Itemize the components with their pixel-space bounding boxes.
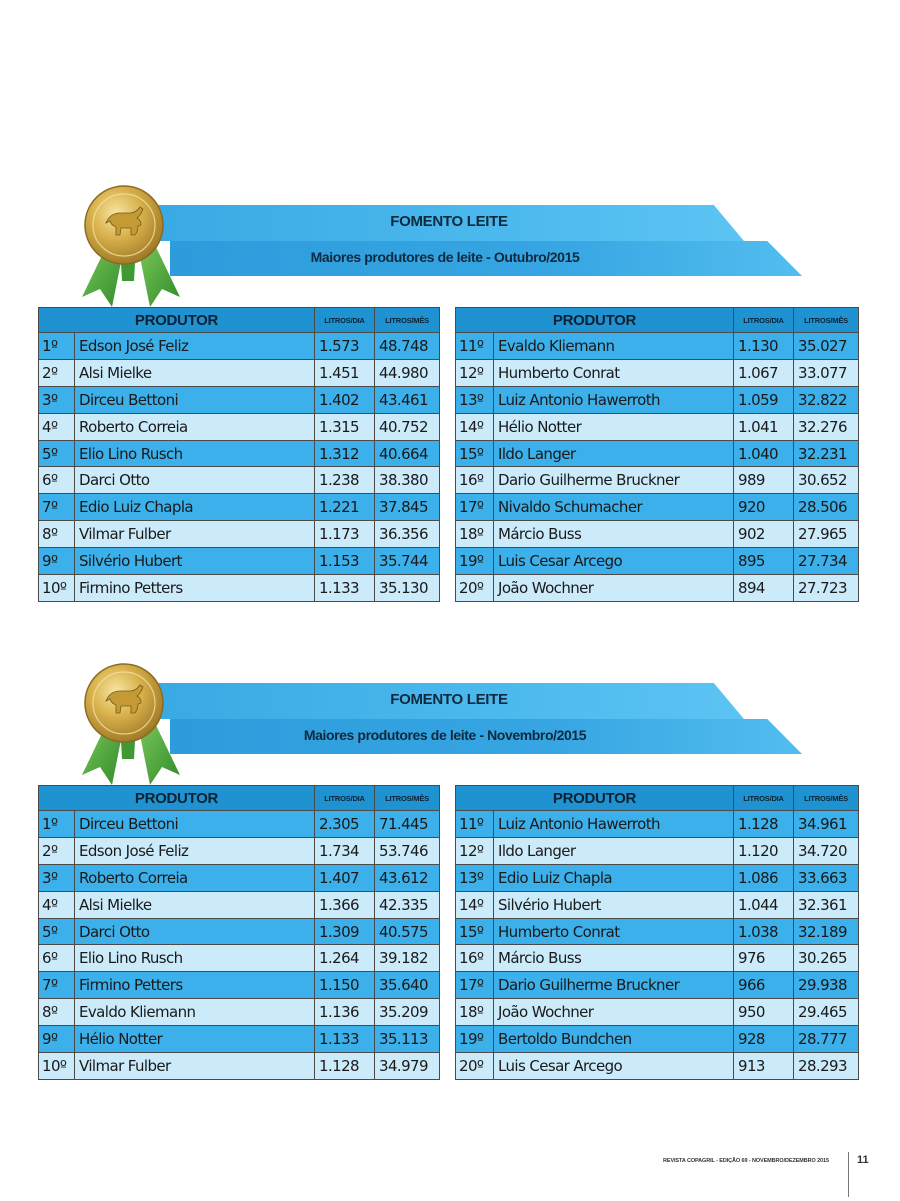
liters-per-day: 1.264 xyxy=(315,945,375,972)
liters-per-month: 53.746 xyxy=(375,837,440,864)
producer-name: Ildo Langer xyxy=(494,440,734,467)
gold-medal-cow-icon xyxy=(76,185,186,311)
liters-per-day: 950 xyxy=(734,999,794,1026)
liters-per-day: 1.573 xyxy=(315,333,375,360)
rank-position: 2º xyxy=(39,837,75,864)
liters-per-month: 35.744 xyxy=(375,548,440,575)
header-liters-month: LITROS/MÊS xyxy=(794,308,859,333)
table-row xyxy=(39,440,440,467)
rank-position: 6º xyxy=(39,945,75,972)
liters-per-month: 28.293 xyxy=(794,1053,859,1080)
table-row xyxy=(456,837,859,864)
liters-per-month: 27.965 xyxy=(794,521,859,548)
liters-per-month: 36.356 xyxy=(375,521,440,548)
ranking-section-november xyxy=(0,663,900,1083)
liters-per-day: 1.128 xyxy=(315,1053,375,1080)
producer-name: Edio Luiz Chapla xyxy=(75,494,315,521)
liters-per-month: 40.575 xyxy=(375,918,440,945)
liters-per-day: 894 xyxy=(734,575,794,602)
liters-per-day: 1.059 xyxy=(734,386,794,413)
rank-position: 20º xyxy=(456,1053,494,1080)
liters-per-month: 71.445 xyxy=(375,811,440,838)
liters-per-month: 43.612 xyxy=(375,864,440,891)
producer-name: Vilmar Fulber xyxy=(75,1053,315,1080)
table-row xyxy=(456,467,859,494)
producer-name: Alsi Mielke xyxy=(75,359,315,386)
liters-per-day: 895 xyxy=(734,548,794,575)
producer-name: Nivaldo Schumacher xyxy=(494,494,734,521)
table-row xyxy=(456,864,859,891)
liters-per-day: 1.315 xyxy=(315,413,375,440)
rank-position: 15º xyxy=(456,440,494,467)
liters-per-month: 32.276 xyxy=(794,413,859,440)
rank-position: 19º xyxy=(456,548,494,575)
liters-per-day: 1.120 xyxy=(734,837,794,864)
rank-position: 11º xyxy=(456,333,494,360)
producer-name: Evaldo Kliemann xyxy=(494,333,734,360)
producer-name: Silvério Hubert xyxy=(494,891,734,918)
liters-per-day: 1.451 xyxy=(315,359,375,386)
header-liters-month: LITROS/MÊS xyxy=(375,308,440,333)
header-producer: PRODUTOR xyxy=(456,786,734,811)
liters-per-month: 29.465 xyxy=(794,999,859,1026)
liters-per-month: 29.938 xyxy=(794,972,859,999)
rank-position: 10º xyxy=(39,1053,75,1080)
table-row xyxy=(456,575,859,602)
liters-per-day: 1.133 xyxy=(315,575,375,602)
rank-position: 2º xyxy=(39,359,75,386)
header-producer: PRODUTOR xyxy=(456,308,734,333)
liters-per-day: 928 xyxy=(734,1026,794,1053)
liters-per-day: 1.150 xyxy=(315,972,375,999)
producer-name: Roberto Correia xyxy=(75,413,315,440)
table-row xyxy=(39,333,440,360)
header-producer: PRODUTOR xyxy=(39,786,315,811)
liters-per-month: 30.265 xyxy=(794,945,859,972)
liters-per-day: 1.366 xyxy=(315,891,375,918)
table-row xyxy=(39,1053,440,1080)
producer-name: Márcio Buss xyxy=(494,945,734,972)
liters-per-month: 27.723 xyxy=(794,575,859,602)
producer-name: Alsi Mielke xyxy=(75,891,315,918)
rank-position: 14º xyxy=(456,413,494,440)
table-row xyxy=(39,972,440,999)
liters-per-month: 27.734 xyxy=(794,548,859,575)
liters-per-month: 39.182 xyxy=(375,945,440,972)
table-row xyxy=(456,972,859,999)
liters-per-month: 32.231 xyxy=(794,440,859,467)
rank-position: 12º xyxy=(456,359,494,386)
liters-per-day: 1.133 xyxy=(315,1026,375,1053)
liters-per-day: 902 xyxy=(734,521,794,548)
table-row xyxy=(456,494,859,521)
producer-name: Vilmar Fulber xyxy=(75,521,315,548)
producer-name: Firmino Petters xyxy=(75,575,315,602)
rank-position: 18º xyxy=(456,521,494,548)
producer-name: Dirceu Bettoni xyxy=(75,386,315,413)
liters-per-day: 1.136 xyxy=(315,999,375,1026)
liters-per-month: 34.979 xyxy=(375,1053,440,1080)
table-row xyxy=(39,891,440,918)
rank-position: 7º xyxy=(39,494,75,521)
ranking-table-left xyxy=(38,785,440,1080)
liters-per-month: 35.640 xyxy=(375,972,440,999)
table-row xyxy=(456,386,859,413)
table-row xyxy=(456,811,859,838)
table-row xyxy=(39,494,440,521)
liters-per-month: 30.652 xyxy=(794,467,859,494)
header-liters-day: LITROS/DIA xyxy=(315,308,375,333)
table-row xyxy=(39,548,440,575)
footer-divider xyxy=(848,1152,849,1197)
liters-per-month: 37.845 xyxy=(375,494,440,521)
liters-per-month: 35.130 xyxy=(375,575,440,602)
rank-position: 3º xyxy=(39,386,75,413)
rank-position: 6º xyxy=(39,467,75,494)
liters-per-month: 28.777 xyxy=(794,1026,859,1053)
table-row xyxy=(456,1026,859,1053)
rank-position: 1º xyxy=(39,333,75,360)
liters-per-month: 32.189 xyxy=(794,918,859,945)
liters-per-day: 1.407 xyxy=(315,864,375,891)
liters-per-day: 1.238 xyxy=(315,467,375,494)
producer-name: Darci Otto xyxy=(75,918,315,945)
header-liters-month: LITROS/MÊS xyxy=(375,786,440,811)
producer-name: Edson José Feliz xyxy=(75,333,315,360)
liters-per-day: 976 xyxy=(734,945,794,972)
liters-per-month: 43.461 xyxy=(375,386,440,413)
rank-position: 13º xyxy=(456,864,494,891)
table-row xyxy=(456,1053,859,1080)
producer-name: Silvério Hubert xyxy=(75,548,315,575)
page-number: 11 xyxy=(857,1154,869,1166)
liters-per-month: 32.822 xyxy=(794,386,859,413)
producer-name: Dirceu Bettoni xyxy=(75,811,315,838)
rank-position: 10º xyxy=(39,575,75,602)
producer-name: Elio Lino Rusch xyxy=(75,440,315,467)
producer-name: Roberto Correia xyxy=(75,864,315,891)
producer-name: Dario Guilherme Bruckner xyxy=(494,467,734,494)
table-row xyxy=(456,891,859,918)
producer-name: Darci Otto xyxy=(75,467,315,494)
liters-per-day: 966 xyxy=(734,972,794,999)
rank-position: 18º xyxy=(456,999,494,1026)
table-row xyxy=(456,999,859,1026)
liters-per-month: 44.980 xyxy=(375,359,440,386)
liters-per-month: 35.113 xyxy=(375,1026,440,1053)
liters-per-day: 1.044 xyxy=(734,891,794,918)
liters-per-month: 35.027 xyxy=(794,333,859,360)
table-row xyxy=(39,918,440,945)
producer-name: João Wochner xyxy=(494,575,734,602)
producer-name: Hélio Notter xyxy=(494,413,734,440)
rank-position: 14º xyxy=(456,891,494,918)
table-row xyxy=(456,359,859,386)
producer-name: Elio Lino Rusch xyxy=(75,945,315,972)
liters-per-day: 1.038 xyxy=(734,918,794,945)
liters-per-month: 38.380 xyxy=(375,467,440,494)
banner-title: FOMENTO LEITE xyxy=(390,691,508,708)
rank-position: 7º xyxy=(39,972,75,999)
producer-name: João Wochner xyxy=(494,999,734,1026)
table-row xyxy=(39,999,440,1026)
liters-per-day: 989 xyxy=(734,467,794,494)
rank-position: 8º xyxy=(39,999,75,1026)
banner-subtitle: Maiores produtores de leite - Outubro/2015 xyxy=(310,249,580,265)
producer-name: Edson José Feliz xyxy=(75,837,315,864)
table-row xyxy=(39,386,440,413)
table-row xyxy=(456,333,859,360)
liters-per-day: 1.173 xyxy=(315,521,375,548)
banner-title: FOMENTO LEITE xyxy=(390,213,508,230)
liters-per-day: 920 xyxy=(734,494,794,521)
table-row xyxy=(456,413,859,440)
liters-per-day: 1.402 xyxy=(315,386,375,413)
header-liters-day: LITROS/DIA xyxy=(315,786,375,811)
liters-per-month: 35.209 xyxy=(375,999,440,1026)
gold-medal-cow-icon xyxy=(76,663,186,789)
table-row xyxy=(39,1026,440,1053)
producer-name: Dario Guilherme Bruckner xyxy=(494,972,734,999)
banner-subtitle: Maiores produtores de leite - Novembro/2015 xyxy=(303,727,587,743)
rank-position: 16º xyxy=(456,467,494,494)
liters-per-day: 1.153 xyxy=(315,548,375,575)
liters-per-month: 40.752 xyxy=(375,413,440,440)
producer-name: Edio Luiz Chapla xyxy=(494,864,734,891)
liters-per-day: 913 xyxy=(734,1053,794,1080)
liters-per-month: 34.720 xyxy=(794,837,859,864)
rank-position: 4º xyxy=(39,413,75,440)
rank-position: 1º xyxy=(39,811,75,838)
liters-per-day: 1.128 xyxy=(734,811,794,838)
producer-name: Humberto Conrat xyxy=(494,359,734,386)
liters-per-month: 28.506 xyxy=(794,494,859,521)
liters-per-month: 32.361 xyxy=(794,891,859,918)
rank-position: 13º xyxy=(456,386,494,413)
rank-position: 4º xyxy=(39,891,75,918)
rank-position: 17º xyxy=(456,972,494,999)
producer-name: Luis Cesar Arcego xyxy=(494,548,734,575)
producer-name: Bertoldo Bundchen xyxy=(494,1026,734,1053)
producer-name: Evaldo Kliemann xyxy=(75,999,315,1026)
liters-per-day: 1.734 xyxy=(315,837,375,864)
rank-position: 8º xyxy=(39,521,75,548)
ranking-table-right xyxy=(455,307,859,602)
producer-name: Luis Cesar Arcego xyxy=(494,1053,734,1080)
rank-position: 9º xyxy=(39,1026,75,1053)
header-liters-month: LITROS/MÊS xyxy=(794,786,859,811)
table-row xyxy=(456,945,859,972)
producer-name: Ildo Langer xyxy=(494,837,734,864)
liters-per-day: 1.312 xyxy=(315,440,375,467)
rank-position: 19º xyxy=(456,1026,494,1053)
liters-per-day: 1.041 xyxy=(734,413,794,440)
liters-per-month: 34.961 xyxy=(794,811,859,838)
liters-per-day: 1.086 xyxy=(734,864,794,891)
liters-per-month: 33.077 xyxy=(794,359,859,386)
footer-publication: REVISTA COPAGRIL - EDIÇÃO 69 - NOVEMBRO/DEZEMBRO 2015 xyxy=(663,1158,829,1164)
liters-per-day: 1.040 xyxy=(734,440,794,467)
liters-per-day: 1.067 xyxy=(734,359,794,386)
table-row xyxy=(39,359,440,386)
rank-position: 9º xyxy=(39,548,75,575)
liters-per-month: 33.663 xyxy=(794,864,859,891)
rank-position: 3º xyxy=(39,864,75,891)
producer-name: Luiz Antonio Hawerroth xyxy=(494,811,734,838)
ranking-table-right xyxy=(455,785,859,1080)
table-row xyxy=(39,521,440,548)
liters-per-day: 1.221 xyxy=(315,494,375,521)
rank-position: 12º xyxy=(456,837,494,864)
rank-position: 15º xyxy=(456,918,494,945)
rank-position: 17º xyxy=(456,494,494,521)
producer-name: Márcio Buss xyxy=(494,521,734,548)
header-liters-day: LITROS/DIA xyxy=(734,786,794,811)
rank-position: 5º xyxy=(39,440,75,467)
table-row xyxy=(39,864,440,891)
rank-position: 16º xyxy=(456,945,494,972)
liters-per-day: 2.305 xyxy=(315,811,375,838)
rank-position: 5º xyxy=(39,918,75,945)
table-row xyxy=(39,413,440,440)
liters-per-month: 42.335 xyxy=(375,891,440,918)
producer-name: Hélio Notter xyxy=(75,1026,315,1053)
liters-per-day: 1.130 xyxy=(734,333,794,360)
table-row xyxy=(39,945,440,972)
producer-name: Humberto Conrat xyxy=(494,918,734,945)
liters-per-month: 48.748 xyxy=(375,333,440,360)
table-row xyxy=(39,811,440,838)
liters-per-month: 40.664 xyxy=(375,440,440,467)
header-producer: PRODUTOR xyxy=(39,308,315,333)
ranking-table-left xyxy=(38,307,440,602)
table-row xyxy=(456,440,859,467)
table-row xyxy=(39,467,440,494)
table-row xyxy=(39,837,440,864)
table-row xyxy=(456,521,859,548)
table-row xyxy=(456,918,859,945)
ranking-section-october xyxy=(0,185,900,605)
table-row xyxy=(39,575,440,602)
producer-name: Firmino Petters xyxy=(75,972,315,999)
rank-position: 11º xyxy=(456,811,494,838)
rank-position: 20º xyxy=(456,575,494,602)
liters-per-day: 1.309 xyxy=(315,918,375,945)
table-row xyxy=(456,548,859,575)
producer-name: Luiz Antonio Hawerroth xyxy=(494,386,734,413)
header-liters-day: LITROS/DIA xyxy=(734,308,794,333)
